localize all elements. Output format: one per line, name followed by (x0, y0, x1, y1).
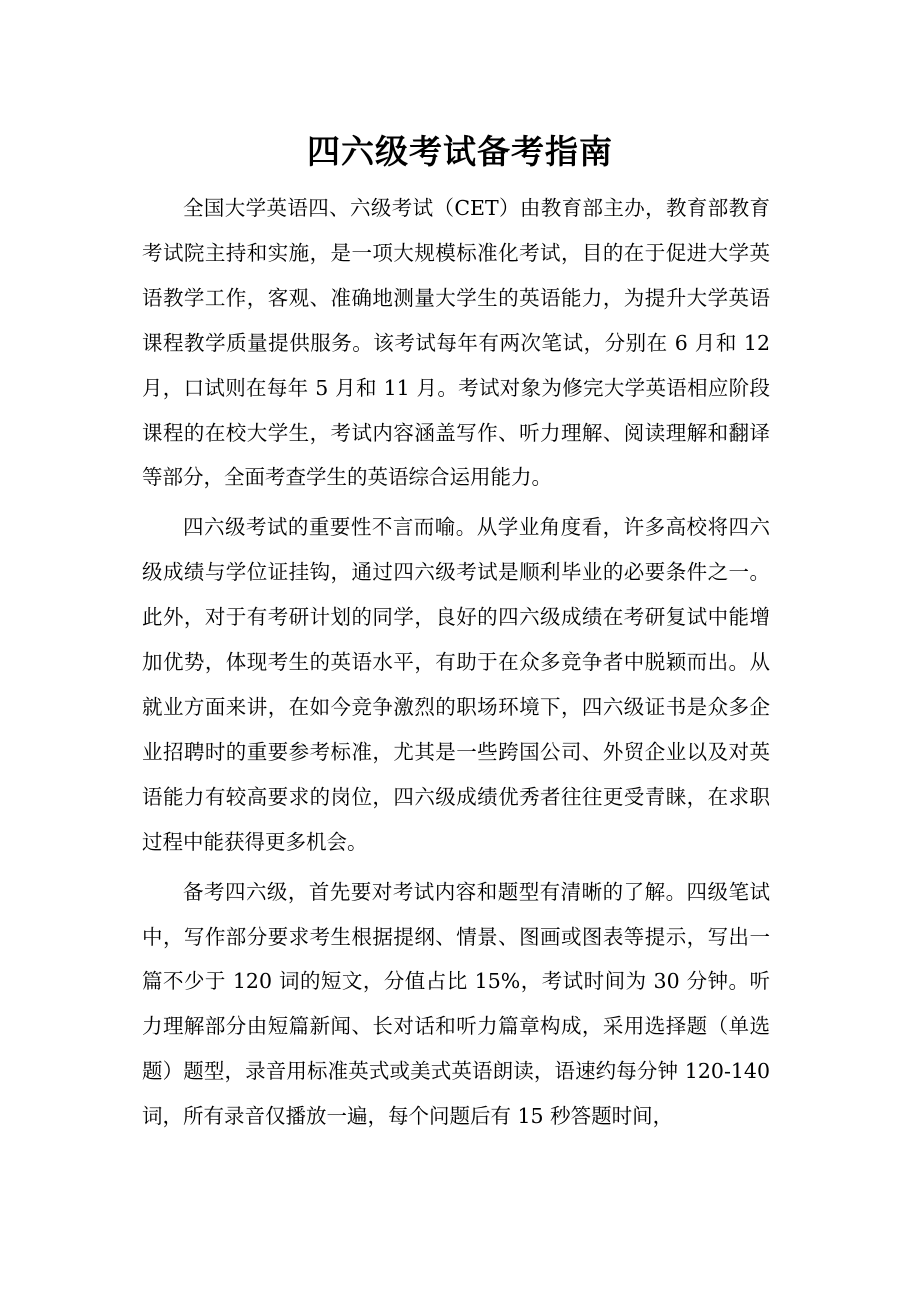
paragraph-importance: 四六级考试的重要性不言而喻。从学业角度看，许多高校将四六级成绩与学位证挂钩，通过四六级考试是顺利毕业的必要条件之一。此外，对于有考研计划的同学，良好的四六级成绩在考研复试中能增加优势，体现考生的英语水平，有助于在众多竞争者中脱颖而出。从就业方面来讲，在如今竞争激烈的职场环境下，四六级证书是众多企业招聘时的重要参考标准，尤其是一些跨国公司、外贸企业以及对英语能力有较高要求的岗位，四六级成绩优秀者往往更受青睐，在求职过程中能获得更多机会。 (142, 515, 770, 854)
paragraph-preparation: 备考四六级，首先要对考试内容和题型有清晰的了解。四级笔试中，写作部分要求考生根据提纲、情景、图画或图表等提示，写出一篇不少于 120 词的短文，分值占比 15%，考试时间为 30 分钟。听力理解部分由短篇新闻、长对话和听力篇章构成，采用选择题（单选题）题型，录音用标准英式或美式英语朗读，语速约每分钟 120-140 词，所有录音仅播放一遍，每个问题后有 15 秒答题时间， (142, 879, 770, 1129)
document-body (142, 186, 770, 1144)
paragraph-intro: 全国大学英语四、六级考试（CET）由教育部主办，教育部教育考试院主持和实施，是一项大规模标准化考试，目的在于促进大学英语教学工作，客观、准确地测量大学生的英语能力，为提升大学英语课程教学质量提供服务。该考试每年有两次笔试，分别在 6 月和 12 月，口试则在每年 5 月和 11 月。考试对象为修完大学英语相应阶段课程的在校大学生，考试内容涵盖写作、听力理解、阅读理解和翻译等部分，全面考查学生的英语综合运用能力。 (142, 196, 770, 490)
document-title: 四六级考试备考指南 (307, 132, 613, 171)
